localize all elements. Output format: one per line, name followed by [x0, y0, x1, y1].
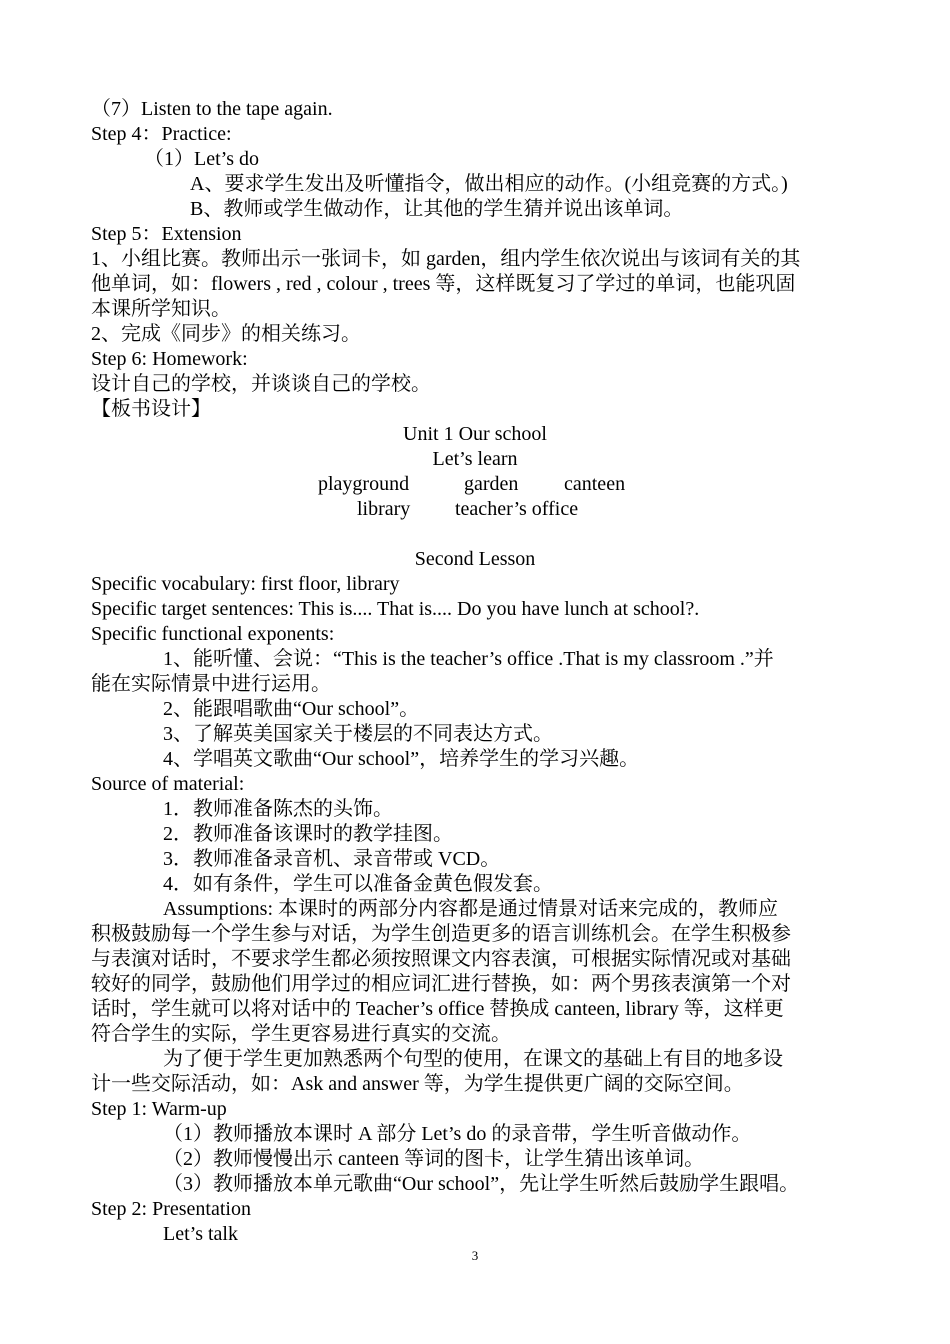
- text-line: 符合学生的实际，学生更容易进行真实的交流。: [91, 1023, 511, 1045]
- lesson-title: Second Lesson: [414, 548, 536, 570]
- step-heading: Step 5：Extension: [91, 223, 242, 245]
- step-heading: Step 1: Warm-up: [91, 1098, 227, 1120]
- board-word: library: [357, 498, 411, 520]
- step-heading: Step 6: Homework:: [91, 348, 248, 370]
- text-line: （1）教师播放本课时 A 部分 Let’s do 的录音带，学生听音做动作。: [163, 1123, 752, 1145]
- step-heading: Step 2: Presentation: [91, 1198, 251, 1220]
- board-word: teacher’s office: [455, 498, 579, 520]
- board-subtitle: Let’s learn: [432, 448, 518, 470]
- text-line: Source of material:: [91, 773, 245, 795]
- text-line: 3．教师准备录音机、录音带或 VCD。: [163, 848, 501, 870]
- text-line: 2、能跟唱歌曲“Our school”。: [163, 698, 420, 720]
- board-title: Unit 1 Our school: [403, 423, 547, 445]
- text-line: 3、了解英美国家关于楼层的不同表达方式。: [163, 723, 553, 745]
- text-line: 积极鼓励每一个学生参与对话，为学生创造更多的语言训练机会。在学生积极参: [91, 923, 791, 945]
- text-line: 1、小组比赛。教师出示一张词卡，如 garden，组内学生依次说出与该词有关的其: [91, 248, 801, 270]
- text-line: 本课所学知识。: [91, 298, 231, 320]
- text-line: B、教师或学生做动作，让其他的学生猜并说出该单词。: [190, 198, 684, 220]
- board-word: garden: [464, 473, 519, 495]
- section-heading: 【板书设计】: [91, 398, 211, 420]
- text-line: 为了便于学生更加熟悉两个句型的使用，在课文的基础上有目的地多设: [163, 1048, 783, 1070]
- text-line: 较好的同学，鼓励他们用学过的相应词汇进行替换，如：两个男孩表演第一个对: [91, 973, 791, 995]
- text-line: 话时，学生就可以将对话中的 Teacher’s office 替换成 canteen, library 等，这样更: [91, 998, 784, 1020]
- text-line: 与表演对话时，不要求学生都必须按照课文内容表演，可根据实际情况或对基础: [91, 948, 791, 970]
- text-line: Let’s talk: [163, 1223, 238, 1245]
- text-line: 2．教师准备该课时的教学挂图。: [163, 823, 453, 845]
- page-number: 3: [471, 1248, 479, 1263]
- text-line: Specific vocabulary: first floor, library: [91, 573, 400, 595]
- text-line: 1、能听懂、会说：“This is the teacher’s office .That is my classroom .”并: [163, 648, 774, 670]
- text-line: Assumptions: 本课时的两部分内容都是通过情景对话来完成的，教师应: [163, 898, 779, 920]
- board-word: playground: [318, 473, 410, 495]
- text-line: 1．教师准备陈杰的头饰。: [163, 798, 393, 820]
- text-line: （3）教师播放本单元歌曲“Our school”，先让学生听然后鼓励学生跟唱。: [163, 1173, 800, 1195]
- step-heading: Step 4：Practice:: [91, 123, 232, 145]
- text-line: （1）Let’s do: [144, 148, 259, 170]
- text-line: A、要求学生发出及听懂指令，做出相应的动作。(小组竞赛的方式。): [190, 173, 788, 195]
- text-line: 4、学唱英文歌曲“Our school”，培养学生的学习兴趣。: [163, 748, 640, 770]
- text-line: Specific functional exponents:: [91, 623, 335, 645]
- text-line: 4．如有条件，学生可以准备金黄色假发套。: [163, 873, 553, 895]
- text-line: 能在实际情景中进行运用。: [91, 673, 331, 695]
- text-line: （7）Listen to the tape again.: [91, 98, 333, 120]
- text-line: 2、完成《同步》的相关练习。: [91, 323, 361, 345]
- text-line: （2）教师慢慢出示 canteen 等词的图卡，让学生猜出该单词。: [163, 1148, 705, 1170]
- text-line: 计一些交际活动，如：Ask and answer 等，为学生提供更广阔的交际空间。: [91, 1073, 744, 1095]
- text-line: 他单词，如：flowers , red , colour , trees 等，这样既复习了学过的单词，也能巩固: [91, 273, 796, 295]
- board-word: canteen: [564, 473, 626, 495]
- text-line: 设计自己的学校，并谈谈自己的学校。: [91, 373, 431, 395]
- text-line: Specific target sentences: This is.... That is.... Do you have lunch at school?.: [91, 598, 700, 620]
